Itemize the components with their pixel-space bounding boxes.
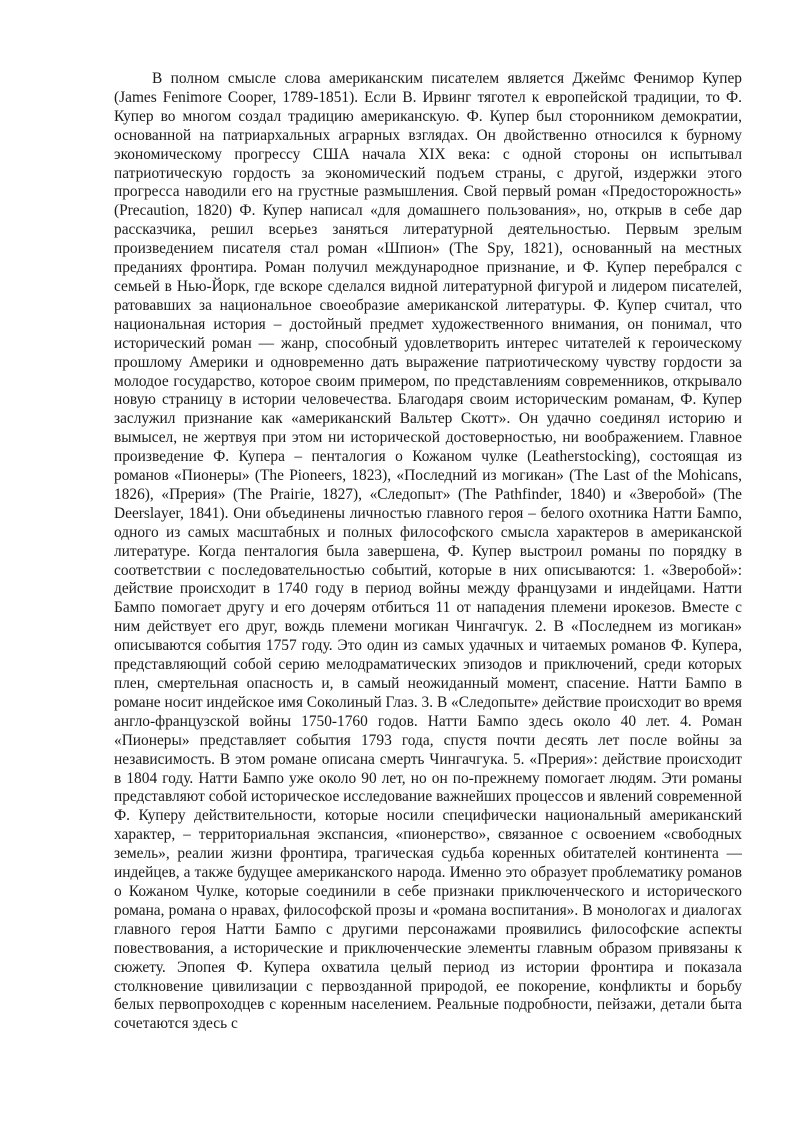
document-page: [114, 70, 742, 1110]
body-paragraph: В полном смысле слова американским писателем является Джеймс Фенимор Купер (James Fenimore Cooper, 1789-1851). Если В. Ирвинг тяготел к европейской традиции, то Ф. Купер во многом создал традицию американскую. Ф. Купер был сторонником демократии, основанной на патриархальных аграрных взглядах. Он двойственно относился к бурному экономическому прогрессу США начала XIX века: с одной стороны он испытывал патриотическую гордость за экономический подъем страны, с другой, издержки этого прогресса наводили его на грустные размышления. Свой первый роман «Предосторожность» (Precaution, 1820) Ф. Купер написал «для домашнего пользования», но, открыв в себе дар рассказчика, решил всерьез заняться литературной деятельностью. Первым зрелым произведением писателя стал роман «Шпион» (The Spy, 1821), основанный на местных преданиях фронтира. Роман получил международное признание, и Ф. Купер перебрался с семьей в Нью-Йорк, где вскоре сделался видной литературной фигурой и лидером писателей, ратовавших за национальное своеобразие американской литературы. Ф. Купер считал, что национальная история – достойный предмет художественного внимания, он понимал, что исторический роман — жанр, способный удовлетворить интерес читателей к героическому прошлому Америки и одновременно дать выражение патриотическому чувству гордости за молодое государство, которое своим примером, по представлениям современников, открывало новую страницу в истории человечества. Благодаря своим историческим романам, Ф. Купер заслужил признание как «американский Вальтер Скотт». Он удачно соединял историю и вымысел, не жертвуя при этом ни исторической достоверностью, ни воображением. Главное произведение Ф. Купера – пенталогия о Кожаном чулке (Leatherstocking), состоящая из романов «Пионеры» (The Pioneers, 1823), «Последний из могикан» (The Last of the Mohicans, 1826), «Прерия» (The Prairie, 1827), «Следопыт» (The Pathfinder, 1840) и «Зверобой» (The Deerslayer, 1841). Они объединены личностью главного героя – белого охотника Натти Бампо, одного из самых масштабных и полных философского смысла характеров в американской литературе. Когда пенталогия была завершена, Ф. Купер выстроил романы по порядку в соответствии с последовательностью событий, которые в них описываются: 1. «Зверобой»: действие происходит в 1740 году в период войны между французами и индейцами. Натти Бампо помогает другу и его дочерям отбиться 11 от нападения племени ирокезов. Вместе с ним действует его друг, вождь племени могикан Чингачгук. 2. В «Последнем из могикан» описываются события 1757 году. Это один из самых удачных и читаемых романов Ф. Купера, представляющий собой серию мелодраматических эпизодов и приключений, среди которых плен, смертельная опасность и, в самый неожиданный момент, спасение. Натти Бампо в романе носит индейское имя Соколиный Глаз. 3. В «Следопыте» действие происходит во время англо-французской войны 1750-1760 годов. Натти Бампо здесь около 40 лет. 4. Роман «Пионеры» представляет события 1793 года, спустя почти десять лет после войны за независимость. В этом романе описана смерть Чингачгука. 5. «Прерия»: действие происходит в 1804 году. Натти Бампо уже около 90 лет, но он по-прежнему помогает людям. Эти романы представляют собой историческое исследование важнейших процессов и явлений современной Ф. Куперу действительности, которые носили специфически национальный американский характер, – территориальная экспансия, «пионерство», связанное с освоением «свободных земель», реалии жизни фронтира, трагическая судьба коренных обитателей континента — индейцев, а также будущее американского народа. Именно это образует проблематику романов о Кожаном Чулке, которые соединили в себе признаки приключенческого и исторического романа, романа о нравах, философской прозы и «романа воспитания». В монологах и диалогах главного героя Натти Бампо с другими персонажами проявились философские аспекты повествования, а исторические и приключенческие элементы главным образом привязаны к сюжету. Эпопея Ф. Купера охватила целый период из истории фронтира и показала столкновение цивилизации с первозданной природой, ее покорение, конфликты и борьбу белых первопроходцев с коренным населением. Реальные подробности, пейзажи, детали быта сочетаются здесь с: [114, 70, 742, 1033]
